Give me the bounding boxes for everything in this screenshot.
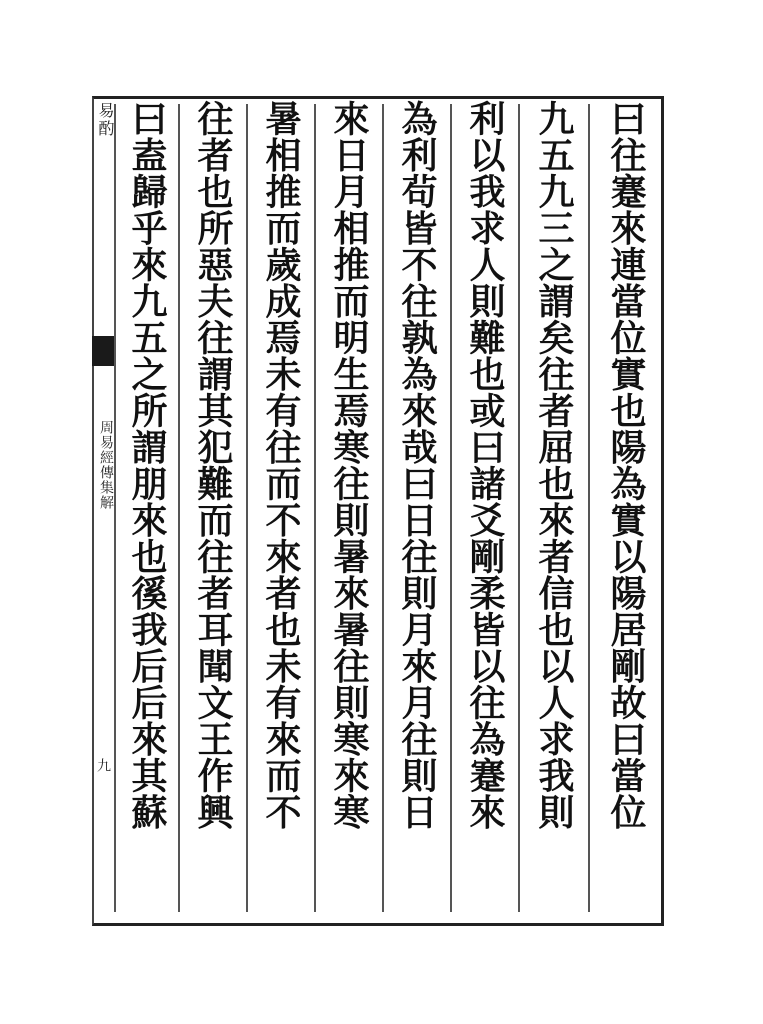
column-text: 往者也所惡夫往謂其犯難而往者耳聞文王作興 — [192, 100, 234, 830]
column-text: 利以我求人則難也或曰諸爻剛柔皆以往為蹇來 — [464, 100, 506, 830]
margin-title: 易酌 — [96, 102, 115, 138]
text-column-1 — [592, 100, 660, 920]
column-text: 曰盍歸乎來九五之所謂朋來也徯我后后來其蘇 — [126, 100, 168, 830]
text-column-7 — [180, 100, 246, 920]
column-text: 暑相推而歲成焉未有往而不來者也未有來而不 — [260, 100, 302, 830]
column-text: 曰往蹇來連當位實也陽為實以陽居剛故曰當位 — [605, 100, 647, 830]
column-text: 為利茍皆不往孰為來哉曰日往則月來月往則日 — [396, 100, 438, 830]
column-text: 來日月相推而明生焉寒往則暑來暑往則寒來寒 — [328, 100, 370, 830]
text-column-5 — [316, 100, 382, 920]
text-column-8 — [116, 100, 178, 920]
margin-book-title: 周易經傳集解 — [98, 420, 114, 510]
fish-tail-mark — [92, 336, 114, 366]
text-column-6 — [248, 100, 314, 920]
column-rule — [588, 104, 590, 912]
text-column-2 — [520, 100, 588, 920]
text-column-4 — [384, 100, 450, 920]
margin-page-number: 九 — [95, 758, 111, 772]
text-column-3 — [452, 100, 518, 920]
column-text: 九五九三之謂矣往者屈也來者信也以人求我則 — [533, 100, 575, 830]
